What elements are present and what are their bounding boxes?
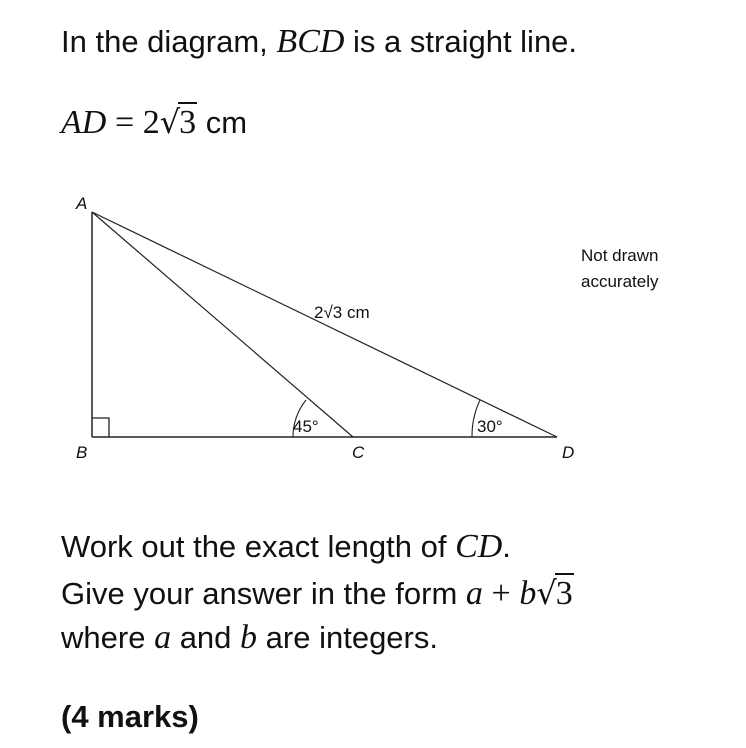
intro-line xyxy=(61,22,577,62)
label-angle-c: 45° xyxy=(293,417,319,436)
label-point-d: D xyxy=(562,443,575,462)
given-sqrt xyxy=(160,102,197,143)
given-unit: cm xyxy=(205,105,248,140)
given-line xyxy=(61,102,247,143)
label-angle-d: 30° xyxy=(477,417,503,436)
intro-math-bcd: BCD xyxy=(276,23,345,60)
given-coeff: 2 xyxy=(142,104,160,141)
note-line-2: accurately xyxy=(581,272,659,291)
form-radicand: 3 xyxy=(555,575,573,612)
where-mid: and xyxy=(179,620,232,655)
radical-sign-icon: √ xyxy=(159,103,181,141)
where-line xyxy=(61,618,438,658)
label-point-c: C xyxy=(352,443,365,462)
task-line xyxy=(61,527,511,567)
triangle-diagram xyxy=(60,190,700,480)
where-a: a xyxy=(154,619,172,656)
task-prefix: Work out the exact length of xyxy=(61,529,447,564)
where-suffix: are integers. xyxy=(265,620,438,655)
intro-suffix: is a straight line. xyxy=(353,24,578,59)
label-side-ad: 2√3 cm xyxy=(314,303,370,322)
label-point-a: A xyxy=(76,194,88,213)
note-line-1: Not drawn xyxy=(581,246,659,265)
given-lhs: AD xyxy=(61,104,107,141)
where-prefix: where xyxy=(61,620,146,655)
form-a: a xyxy=(465,575,483,612)
right-angle-marker xyxy=(92,418,109,437)
form-sqrt xyxy=(536,573,573,614)
form-b: b xyxy=(519,575,537,612)
label-point-b: B xyxy=(76,443,88,462)
form-line xyxy=(61,573,574,614)
where-b: b xyxy=(240,619,258,656)
given-equals: = xyxy=(114,104,135,141)
given-radicand: 3 xyxy=(179,104,197,141)
task-math-cd: CD xyxy=(455,528,503,565)
segment-ac xyxy=(92,212,353,437)
marks-label: (4 marks) xyxy=(61,699,199,734)
segment-ad xyxy=(92,212,557,437)
radical-sign-icon: √ xyxy=(536,574,557,612)
form-prefix: Give your answer in the form xyxy=(61,576,458,611)
form-plus: + xyxy=(491,575,511,612)
intro-prefix: In the diagram, xyxy=(61,24,268,59)
task-suffix: . xyxy=(502,529,511,564)
